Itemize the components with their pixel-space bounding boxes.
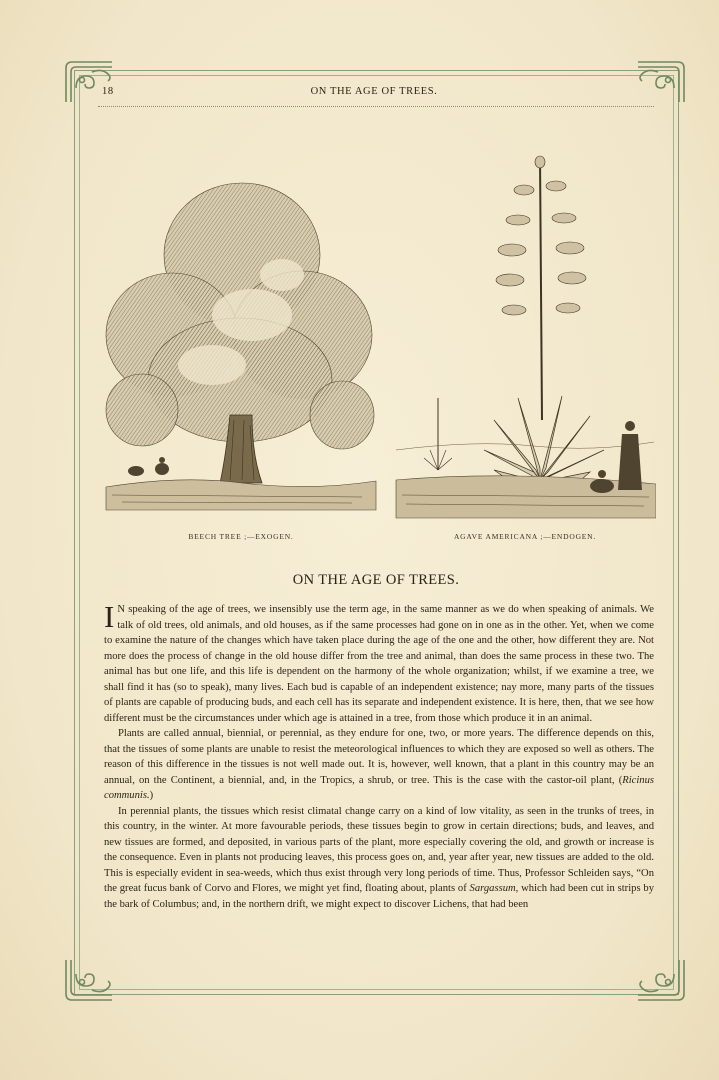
article-body <box>104 599 654 912</box>
page-number: 18 <box>102 86 114 97</box>
corner-ornament-icon <box>62 956 118 1004</box>
paragraph-1 <box>104 599 654 726</box>
article-title: ON THE AGE OF TREES. <box>292 572 460 588</box>
paragraph-2-italic: Ricinus communis. <box>104 774 654 801</box>
beech-tree-engraving-icon <box>102 165 380 525</box>
paragraph-3-italic: Sargassum, <box>469 883 519 894</box>
paragraph-1-text: N speaking of the age of trees, we insensibly use the term age, in the same manner as we do when speaking of animals. We talk of old trees, old animals, and old houses, as if the same processes had gone on in one as in the other. Yet, when we come to examine the nature of the changes which have taken place during the age of the one and the other, how different they are. Not more does the process of change in the old house differ from the tree and animal, than does the same process in these two. The animal has but one life, and this life is dependent on the harmony of the whole organization; whilst, if we examine a tree, we shall find it has (so to speak), many lives. Each bud is capable of an independent existence; nay more, many parts of the tissues of plants are capable of producing buds, and each cell has its separate and independent existence. It is here, then, that we see how different must be the circumstances under which age is attained in a tree, from those which produce it in an animal. <box>104 604 654 724</box>
agave-plant-engraving-icon <box>394 150 656 525</box>
header-rule <box>98 106 654 107</box>
running-head <box>98 86 650 102</box>
paragraph-3 <box>104 804 654 913</box>
running-title: ON THE AGE OF TREES. <box>310 86 438 97</box>
paragraph-3-end: which had been cut in strips by the bark of Columbus; and, in the northern drift, we might expect to discover Lichens, that had been <box>104 883 654 910</box>
figure-caption-beech: BEECH TREE ;—EXOGEN. <box>188 532 294 541</box>
paragraph-2 <box>104 726 654 804</box>
drop-cap: I <box>104 599 115 634</box>
paragraph-2-text: Plants are called annual, biennial, or perennial, as they endure for one, two, or more years. The difference depends on this, that the tissues of some plants are unable to resist the meteorological influences to which they are exposed so well as others. The reason of this difference in the tissues is not well made out. It is, however, well known, that a plant in this country may be an annual, on the Continent, a biennial, and, in the Tropics, a shrub, or tree. This is the case with the castor-oil plant, ( <box>104 728 654 786</box>
figure-caption-agave: AGAVE AMERICANA ;—ENDOGEN. <box>453 532 597 541</box>
paragraph-2-end: ) <box>149 790 154 801</box>
corner-ornament-icon <box>632 956 688 1004</box>
paragraph-3-text: In perennial plants, the tissues which resist climatal change carry on a kind of low vitality, as seen in the trunks of trees, in this country, in the winter. At more favourable periods, these tissues begin to grow in certain directions; buds, and leaves, and new tissues are formed, and deposited, in various parts of the plant, more especially covering the old, and growth or increase is the consequence. Even in plants not producing leaves, this process goes on, and, year after year, new tissues are added to the old. This is especially evident in sea-weeds, which thus exist through very long periods of time. Thus, Professor Schleiden says, “On the great fucus bank of Corvo and Flores, we might yet find, floating about, plants of <box>104 805 654 894</box>
